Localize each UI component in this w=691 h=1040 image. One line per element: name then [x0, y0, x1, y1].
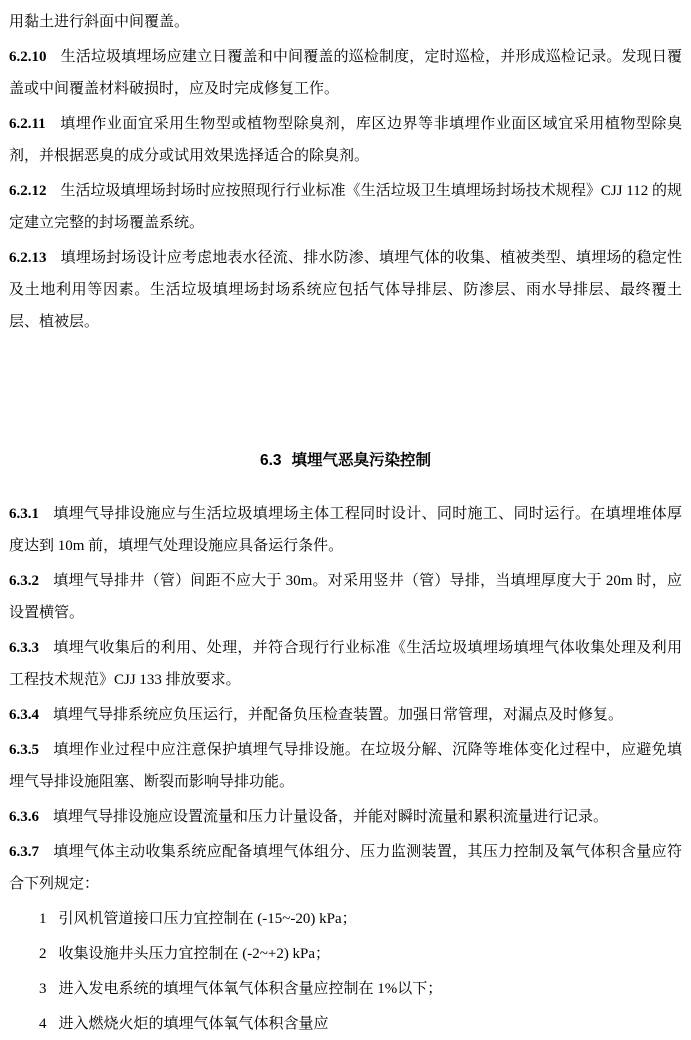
clause-6-3-3	[9, 632, 682, 696]
clause-number: 6.3.1	[9, 506, 39, 522]
list-item-3	[9, 973, 682, 1005]
section-number: 6.3	[259, 452, 282, 469]
clause-text: 填埋作业过程中应注意保护填埋气导排设施。在垃圾分解、沉降等堆体变化过程中，应避免填埋气导排设施阻塞、断裂而影响导排功能。	[9, 742, 682, 790]
clause-text: 生活垃圾填埋场应建立日覆盖和中间覆盖的巡检制度，定时巡检，并形成巡检记录。发现日覆盖或中间覆盖材料破损时，应及时完成修复工作。	[9, 49, 682, 97]
clause-text: 填埋气体主动收集系统应配备填埋气体组分、压力监测装置，其压力控制及氧气体积含量应符合下列规定：	[9, 844, 682, 892]
list-item-4	[9, 1008, 682, 1040]
section-title: 填埋气恶臭污染控制	[291, 452, 432, 469]
clause-6-2-12	[9, 175, 682, 239]
clause-6-2-11	[9, 108, 682, 172]
clause-6-3-1	[9, 498, 682, 562]
clause-number: 6.3.6	[9, 809, 39, 825]
clause-6-3-6	[9, 801, 682, 833]
clause-number: 6.2.12	[9, 183, 47, 199]
clause-6-3-7	[9, 836, 682, 900]
clause-text: 填埋场封场设计应考虑地表水径流、排水防渗、填埋气体的收集、植被类型、填埋场的稳定性及土地利用等因素。生活垃圾填埋场封场系统应包括气体导排层、防渗层、雨水导排层、最终覆土层、植被层。	[9, 250, 682, 330]
clause-text: 填埋气收集后的利用、处理，并符合现行行业标准《生活垃圾填埋场填埋气体收集处理及利用工程技术规范》CJJ 133 排放要求。	[9, 640, 682, 688]
clause-number: 6.2.10	[9, 49, 47, 65]
section-heading	[9, 445, 682, 477]
paragraph-text: 用黏土进行斜面中间覆盖。	[9, 14, 190, 30]
clause-text: 填埋气导排设施应设置流量和压力计量设备，并能对瞬时流量和累积流量进行记录。	[53, 809, 609, 825]
clause-6-2-13	[9, 242, 682, 338]
clause-6-3-5	[9, 734, 682, 798]
list-item-text: 收集设施井头压力宜控制在 (-2~+2) kPa；	[58, 946, 331, 962]
clause-text: 填埋气导排设施应与生活垃圾填埋场主体工程同时设计、同时施工、同时运行。在填埋堆体厚度达到 10m 前，填埋气处理设施应具备运行条件。	[9, 506, 682, 554]
clause-number: 6.3.2	[9, 573, 39, 589]
paragraph-continuation	[9, 6, 682, 38]
clause-number: 6.3.4	[9, 707, 39, 723]
clause-number: 6.2.11	[9, 116, 46, 132]
clause-text: 填埋气导排井（管）间距不应大于 30m。对采用竖井（管）导排，当填埋厚度大于 20m 时，应设置横管。	[9, 573, 682, 621]
clause-number: 6.3.7	[9, 844, 39, 860]
clause-6-3-2	[9, 565, 682, 629]
clause-6-2-10	[9, 41, 682, 105]
list-item-text: 进入发电系统的填埋气体氧气体积含量应控制在 1%以下；	[58, 981, 443, 997]
clause-text: 填埋气导排系统应负压运行，并配备负压检查装置。加强日常管理，对漏点及时修复。	[53, 707, 624, 723]
clause-number: 6.3.3	[9, 640, 39, 656]
clause-text: 生活垃圾填埋场封场时应按照现行行业标准《生活垃圾卫生填埋场封场技术规程》CJJ 112 的规定建立完整的封场覆盖系统。	[9, 183, 682, 231]
list-item-text: 引风机管道接口压力宜控制在 (-15~-20) kPa；	[58, 911, 357, 927]
list-item-2	[9, 938, 682, 970]
list-item-1	[9, 903, 682, 935]
list-item-number: 4	[39, 1016, 47, 1032]
clause-6-3-4	[9, 699, 682, 731]
list-item-number: 1	[39, 911, 47, 927]
list-item-number: 2	[39, 946, 47, 962]
clause-number: 6.2.13	[9, 250, 47, 266]
list-item-number: 3	[39, 981, 47, 997]
list-item-text: 进入燃烧火炬的填埋气体氧气体积含量应	[58, 1016, 329, 1032]
clause-text: 填埋作业面宜采用生物型或植物型除臭剂，库区边界等非填埋作业面区域宜采用植物型除臭剂，并根据恶臭的成分或试用效果选择适合的除臭剂。	[9, 116, 682, 164]
clause-number: 6.3.5	[9, 742, 39, 758]
